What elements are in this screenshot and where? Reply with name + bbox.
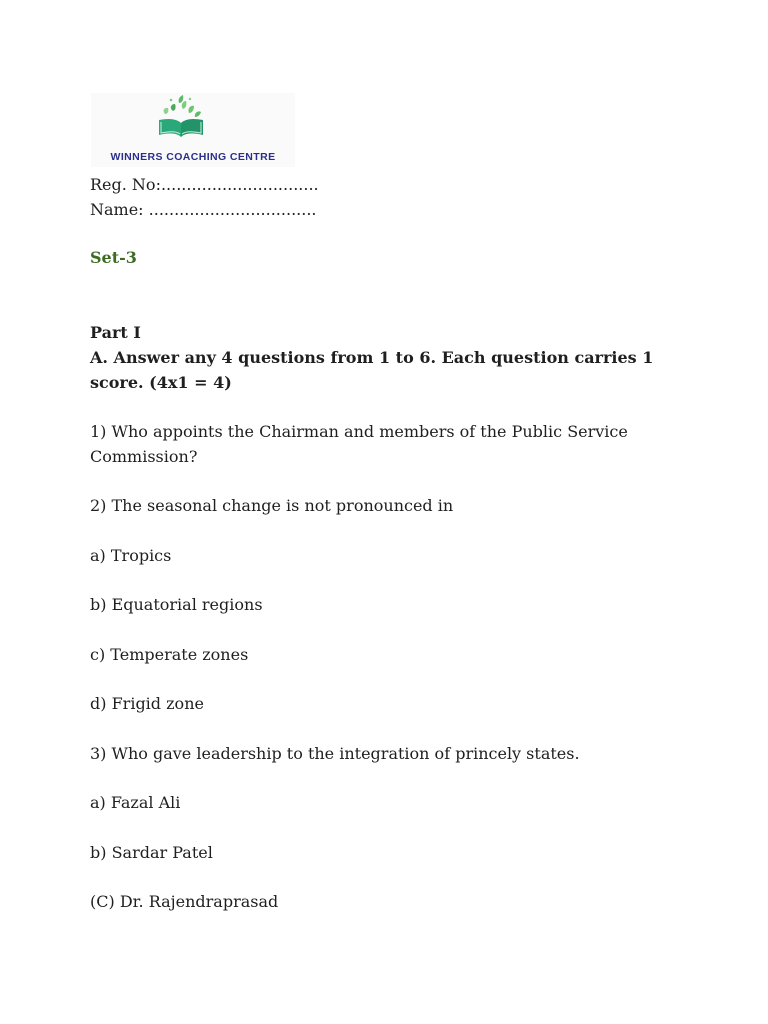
question-2-option-d: d) Frigid zone xyxy=(90,694,204,713)
question-1: 1) Who appoints the Chairman and members of the Public Service Commission? xyxy=(90,422,628,466)
part-instruction: A. Answer any 4 questions from 1 to 6. Each question carries 1 score. (4x1 = 4) xyxy=(90,348,654,392)
part-title: Part I xyxy=(90,323,141,342)
winners-coaching-centre-logo xyxy=(91,93,295,167)
question-3: 3) Who gave leadership to the integration of princely states. xyxy=(90,744,580,763)
question-2-option-b: b) Equatorial regions xyxy=(90,595,263,614)
name-field: Name: ................................. xyxy=(90,200,317,219)
question-3-option-c: (C) Dr. Rajendraprasad xyxy=(90,892,279,911)
question-2-option-c: c) Temperate zones xyxy=(90,645,249,664)
set-label: Set-3 xyxy=(90,248,137,267)
book-plant-logo-icon xyxy=(91,93,295,153)
question-2-option-a: a) Tropics xyxy=(90,546,172,565)
reg-no-field: Reg. No:............................... xyxy=(90,175,319,194)
question-2: 2) The seasonal change is not pronounced in xyxy=(90,496,454,515)
question-3-option-a: a) Fazal Ali xyxy=(90,793,181,812)
question-3-option-b: b) Sardar Patel xyxy=(90,843,213,862)
logo-text: WINNERS COACHING CENTRE xyxy=(110,151,276,163)
